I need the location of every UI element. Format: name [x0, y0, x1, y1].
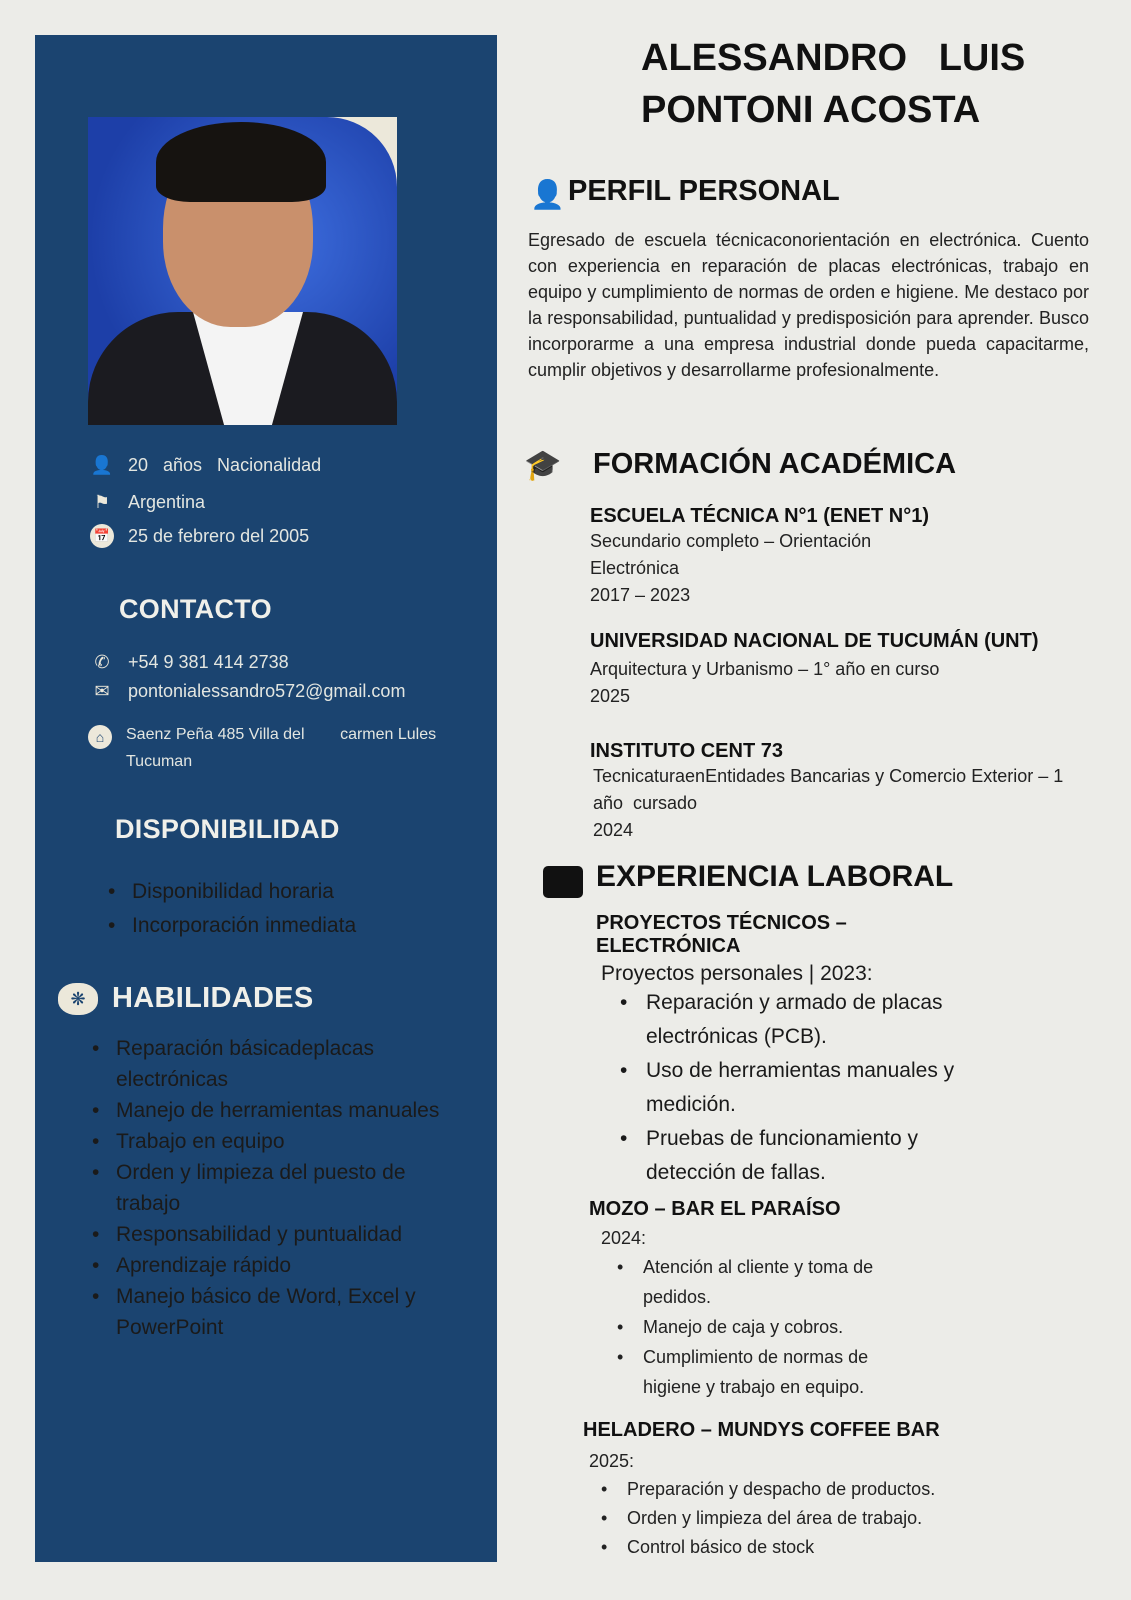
list-item: • Preparación y despacho de productos.	[601, 1475, 1033, 1504]
list-item: • Cumplimiento de normas de higiene y trabajo en equipo.	[617, 1342, 909, 1402]
skills-list	[92, 1033, 452, 1343]
age-row	[90, 453, 321, 477]
mail-icon: ✉	[94, 680, 110, 701]
profile-text: Egresado de escuela técnicaconorientación en electrónica. Cuento con experiencia en reparación de placas electrónicas, trabajo en equipo y cumplimiento de normas de orden e higiene. Me destaco por la responsabilidad, puntualidad y predisposición para aprender. Busco incorporarme a una empresa industrial donde pueda capacitarme, cumplir objetivos y desarrollarme profesionalmente.	[528, 230, 1089, 380]
contact-heading: CONTACTO	[119, 594, 272, 624]
list-item: • Orden y limpieza del área de trabajo.	[601, 1504, 1033, 1533]
job-duties	[583, 1475, 1033, 1562]
birthdate-row	[90, 524, 309, 548]
job-entry	[596, 912, 996, 1190]
degree-text: Electrónica	[590, 558, 680, 578]
job-title: HELADERO – MUNDYS COFFEE BAR	[583, 1419, 940, 1441]
calendar-icon: 📅	[90, 524, 114, 548]
school-name: UNIVERSIDAD NACIONAL DE TUCUMÁN (UNT)	[590, 630, 1039, 652]
briefcase-icon	[543, 866, 583, 898]
list-item: • Responsabilidad y puntualidad	[92, 1219, 452, 1250]
school-name: INSTITUTO CENT 73	[590, 740, 783, 762]
list-item: • Control básico de stock	[601, 1533, 1033, 1562]
job-period: 2024:	[601, 1228, 647, 1248]
years-text: 2017 – 2023	[590, 585, 691, 605]
school-name: ESCUELA TÉCNICA N°1 (ENET N°1)	[590, 505, 929, 527]
availability-heading: DISPONIBILIDAD	[115, 814, 340, 844]
list-item: • Aprendizaje rápido	[92, 1250, 452, 1281]
home-icon: ⌂	[88, 725, 112, 749]
degree-text: Arquitectura y Urbanismo – 1° año en curso	[590, 659, 940, 679]
list-item: • Pruebas de funcionamiento y detección de fallas.	[620, 1122, 956, 1190]
nationality-text: Argentina	[128, 491, 206, 512]
education-entry	[590, 630, 1039, 710]
availability-list	[108, 875, 356, 943]
job-entry	[589, 1198, 989, 1402]
list-item: • Atención al cliente y toma de pedidos.	[617, 1252, 909, 1312]
flag-icon: ⚑	[93, 491, 111, 512]
address-line1: Saenz Peña 485 Villa del carmen Lules	[126, 726, 437, 743]
user-icon: 👤	[530, 179, 565, 210]
education-entry	[590, 505, 929, 609]
education-entry	[590, 740, 1125, 844]
list-item: • Uso de herramientas manuales y medición.	[620, 1054, 956, 1122]
list-item: • Manejo de herramientas manuales	[92, 1095, 452, 1126]
candidate-name	[641, 32, 1025, 136]
skills-heading: HABILIDADES	[112, 982, 314, 1014]
list-item: • Reparación básicadeplacas electrónicas	[92, 1033, 452, 1095]
email-link[interactable]: pontonialessandro572@gmail.com	[128, 680, 406, 701]
experience-heading: EXPERIENCIA LABORAL	[596, 860, 954, 893]
name-line2: PONTONI ACOSTA	[641, 89, 981, 131]
profile-heading: PERFIL PERSONAL	[568, 175, 840, 207]
address-row	[88, 725, 436, 775]
list-item: • Trabajo en equipo	[92, 1126, 452, 1157]
degree-text: TecnicaturaenEntidades Bancarias y Comercio Exterior – 1	[593, 766, 1064, 786]
profile-photo	[88, 117, 397, 425]
list-item: • Incorporación inmediata	[108, 909, 356, 943]
list-item: • Manejo básico de Word, Excel y PowerPoint	[92, 1281, 452, 1343]
age-text: 20 años Nacionalidad	[128, 454, 322, 475]
name-line1: ALESSANDRO LUIS	[641, 37, 1026, 79]
phone-icon: ✆	[94, 651, 110, 672]
brain-icon: ❋	[58, 983, 98, 1015]
list-item: • Disponibilidad horaria	[108, 875, 356, 909]
phone-text: +54 9 381 414 2738	[128, 651, 289, 672]
degree-text: año cursado	[593, 793, 698, 813]
degree-text: Secundario completo – Orientación	[590, 531, 872, 551]
graduation-cap-icon: 🎓	[524, 449, 562, 482]
job-period: 2025:	[589, 1451, 635, 1471]
job-period: Proyectos personales | 2023:	[601, 962, 873, 985]
job-entry	[583, 1419, 1033, 1562]
job-duties	[589, 1252, 909, 1402]
list-item: • Reparación y armado de placas electrónicas (PCB).	[620, 986, 956, 1054]
birthdate-text: 25 de febrero del 2005	[128, 525, 310, 546]
person-icon: 👤	[90, 454, 114, 475]
address-line2: Tucuman	[126, 753, 193, 770]
email-row	[90, 679, 405, 703]
years-text: 2024	[593, 820, 634, 840]
years-text: 2025	[590, 686, 631, 706]
list-item: • Orden y limpieza del puesto de trabajo	[92, 1157, 452, 1219]
education-heading: FORMACIÓN ACADÉMICA	[593, 448, 957, 480]
job-title: MOZO – BAR EL PARAÍSO	[589, 1198, 841, 1220]
list-item: • Manejo de caja y cobros.	[617, 1312, 909, 1342]
nationality-row	[90, 490, 205, 514]
job-duties	[596, 986, 956, 1190]
job-title: PROYECTOS TÉCNICOS – ELECTRÓNICA	[596, 912, 847, 957]
phone-row	[90, 650, 289, 674]
